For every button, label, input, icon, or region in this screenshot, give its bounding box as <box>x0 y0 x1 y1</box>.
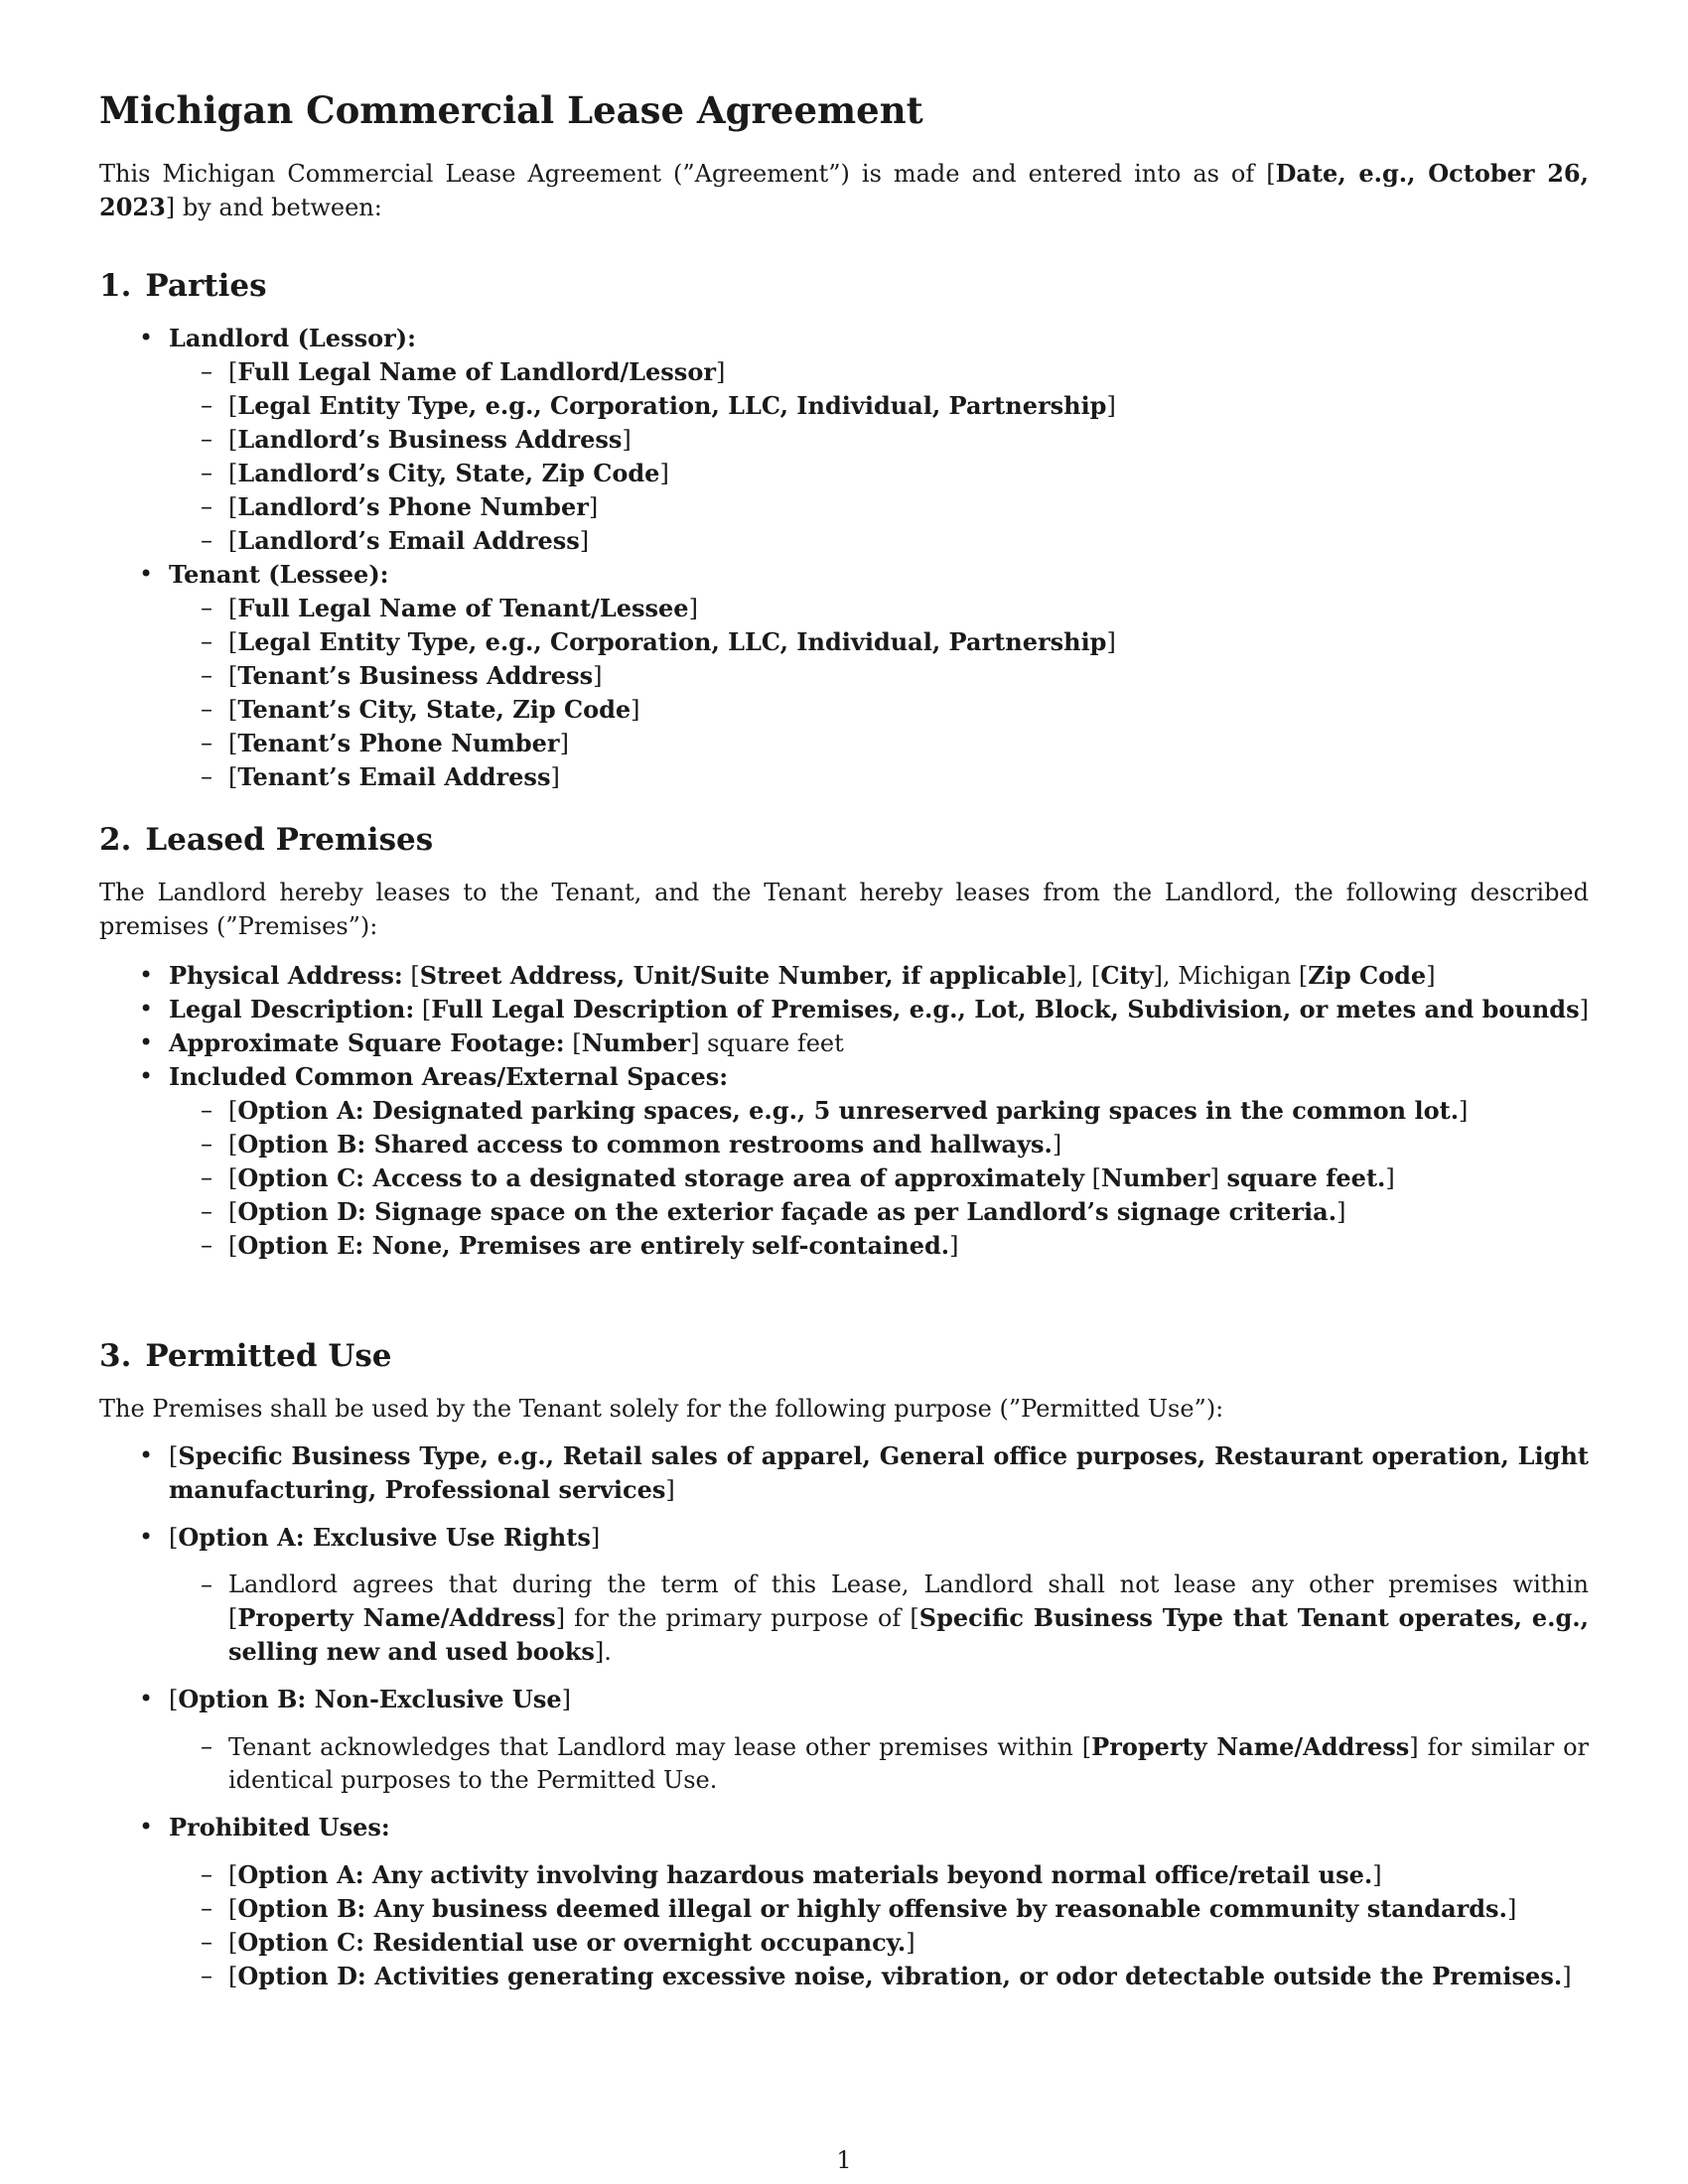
placeholder-text: Landlord’s City, State, Zip Code <box>237 459 660 488</box>
square-footage-item: • Approximate Square Footage: [Number] square feet <box>99 1026 1589 1060</box>
placeholder-text: Option B: Non-Exclusive Use <box>178 1685 562 1714</box>
placeholder-text: Property Name/Address <box>237 1603 556 1633</box>
business-type-item: • [Specific Business Type, e.g., Retail sales of apparel, General office purposes, Restaurant operation, Light manufacturing, Professional services] <box>99 1439 1589 1507</box>
body-text: for similar or identical purposes to the Permitted Use. <box>228 1733 1590 1795</box>
section-permitted-use <box>99 1336 1589 1993</box>
item-label: Approximate Square Footage: <box>169 1028 565 1058</box>
list-item: – [Tenant’s Phone Number] <box>169 727 1589 760</box>
placeholder-text: Specific Business Type that Tenant operates, e.g., selling new and used books <box>228 1603 1589 1667</box>
parties-list <box>99 322 1589 794</box>
section-heading <box>99 1336 1589 1376</box>
placeholder-text: Tenant’s Email Address <box>237 762 551 792</box>
list-item: – [Legal Entity Type, e.g., Corporation, LLC, Individual, Partnership] <box>169 625 1589 659</box>
tenant-details <box>169 592 1589 794</box>
list-item: – [Full Legal Name of Landlord/Lessor] <box>169 355 1589 389</box>
list-item: – Tenant acknowledges that Landlord may lease other premises within [Property Name/Address] for similar or identical purposes to the Permitted Use. <box>169 1730 1589 1797</box>
placeholder-text: Option B: Shared access to common restrooms and hallways. <box>237 1130 1053 1160</box>
placeholder-text: Legal Entity Type, e.g., Corporation, LLC, Individual, Partnership <box>237 391 1107 421</box>
prohibited-uses-list <box>169 1858 1589 1993</box>
list-item: – [Full Legal Name of Tenant/Lessee] <box>169 592 1589 625</box>
tenant-label: Tenant (Lessee): <box>169 560 389 590</box>
list-item: – [Landlord’s Business Address] <box>169 423 1589 457</box>
section-number: 3. <box>99 1338 132 1374</box>
list-item: – Landlord agrees that during the term of this Lease, Landlord shall not lease any other premises within [Property Name/Address] for the primary purpose of [Specific Business Type that Tenant operates, e.g., selling new and used books]. <box>169 1569 1589 1669</box>
placeholder-text: Number <box>581 1028 691 1058</box>
list-item: – [Option B: Shared access to common restrooms and hallways.] <box>169 1128 1589 1161</box>
placeholder-text: Full Legal Name of Tenant/Lessee <box>237 594 689 623</box>
list-item: – [Option D: Activities generating excessive noise, vibration, or odor detectable outside the Premises.] <box>169 1960 1589 1993</box>
list-item: – [Option A: Designated parking spaces, e.g., 5 unreserved parking spaces in the common lot.] <box>169 1094 1589 1128</box>
placeholder-text: Full Legal Name of Landlord/Lessor <box>237 357 716 387</box>
landlord-label: Landlord (Lessor): <box>169 324 416 353</box>
item-label: Prohibited Uses: <box>169 1813 390 1843</box>
state-text: Michigan <box>1178 962 1292 991</box>
placeholder-text: Tenant’s City, State, Zip Code <box>237 695 632 725</box>
item-label: Included Common Areas/External Spaces: <box>169 1062 729 1092</box>
placeholder-text: Property Name/Address <box>1091 1732 1410 1762</box>
intro-paragraph <box>99 157 1589 224</box>
intro-text: This Michigan Commercial Lease Agreement (”Agreement”) is made and entered into as of <box>99 160 1255 189</box>
list-item: – [Option A: Any activity involving hazardous materials beyond normal office/retail use.] <box>169 1858 1589 1892</box>
placeholder-text: Option C: Access to a designated storage area of approximately <box>237 1163 1085 1193</box>
list-item: – [Option D: Signage space on the exterior façade as per Landlord’s signage criteria.] <box>169 1195 1589 1229</box>
option-a-item: • [Option A: Exclusive Use Rights] – Landlord agrees that during the term of this Lease, Landlord shall not lease any other premises within [Property Name/Address] for the primary purpose of [Specific Business Type that Tenant operates, e.g., selling new and used books]. <box>99 1521 1589 1669</box>
prohibited-uses-item <box>99 1811 1589 1993</box>
placeholder-text: Full Legal Description of Premises, e.g., Lot, Block, Subdivision, or metes and bounds <box>431 995 1580 1024</box>
placeholder-text: City <box>1100 961 1154 991</box>
placeholder-text: Landlord’s Business Address <box>237 425 623 455</box>
placeholder-text: Specific Business Type, e.g., Retail sales of apparel, General office purposes, Restaurant operation, Light manufacturing, Professional services <box>169 1441 1589 1505</box>
section-number: 1. <box>99 268 132 304</box>
section-intro: The Premises shall be used by the Tenant solely for the following purpose (”Permitted Use”): <box>99 1395 1224 1424</box>
page-number: 1 <box>836 2146 852 2174</box>
placeholder-text: Landlord’s Phone Number <box>237 492 589 522</box>
list-item: – [Option C: Residential use or overnight occupancy.] <box>169 1926 1589 1960</box>
placeholder-text: Option E: None, Premises are entirely self-contained. <box>237 1231 950 1261</box>
list-item: – [Landlord’s Email Address] <box>169 524 1589 558</box>
list-item: – [Option B: Any business deemed illegal or highly offensive by reasonable community standards.] <box>169 1892 1589 1926</box>
placeholder-text: Option B: Any business deemed illegal or highly offensive by reasonable community standards. <box>237 1894 1507 1924</box>
option-a-details <box>169 1569 1589 1669</box>
placeholder-text: Zip Code <box>1308 961 1427 991</box>
body-text: Tenant acknowledges that Landlord may lease other premises within <box>228 1733 1073 1762</box>
placeholder-text: Option D: Activities generating excessive noise, vibration, or odor detectable outside the Premises. <box>237 1962 1563 1991</box>
section-heading <box>99 820 1589 860</box>
placeholder-text: Option A: Any activity involving hazardous materials beyond normal office/retail use. <box>237 1860 1373 1890</box>
list-item: – [Tenant’s Business Address] <box>169 659 1589 693</box>
landlord-details <box>169 355 1589 558</box>
section-parties <box>99 266 1589 794</box>
section-intro: The Landlord hereby leases to the Tenant, and the Tenant hereby leases from the Landlord, the following described premises (”Premises”): <box>99 879 1589 941</box>
common-areas-options <box>169 1094 1589 1263</box>
document-page <box>99 87 1590 1991</box>
legal-description-item: • Legal Description: [Full Legal Description of Premises, e.g., Lot, Block, Subdivision, or metes and bounds] <box>99 993 1589 1026</box>
body-text: for the primary purpose of <box>574 1604 902 1633</box>
landlord-item <box>99 322 1589 558</box>
section-number: 2. <box>99 822 132 858</box>
list-item: – [Tenant’s City, State, Zip Code] <box>169 693 1589 727</box>
date-placeholder: Date, e.g., October 26, 2023 <box>99 159 1589 222</box>
placeholder-text: Option A: Exclusive Use Rights <box>178 1523 591 1553</box>
placeholder-text: Option A: Designated parking spaces, e.g., 5 unreserved parking spaces in the common lot. <box>237 1096 1460 1126</box>
list-item: – [Option E: None, Premises are entirely self-contained.] <box>169 1229 1589 1263</box>
list-item: – [Landlord’s City, State, Zip Code] <box>169 457 1589 490</box>
body-text: Landlord agrees that during the term of this Lease, Landlord shall not lease any other premises within <box>228 1570 1589 1599</box>
tenant-item <box>99 558 1589 794</box>
placeholder-text: Option D: Signage space on the exterior façade as per Landlord’s signage criteria. <box>237 1197 1337 1227</box>
item-label: Physical Address: <box>169 961 403 991</box>
section-title: Leased Premises <box>145 822 434 858</box>
option-b-item: • [Option B: Non-Exclusive Use] – Tenant acknowledges that Landlord may lease other premises within [Property Name/Address] for similar or identical purposes to the Permitted Use. <box>99 1683 1589 1797</box>
placeholder-text: Option C: Residential use or overnight occupancy. <box>237 1928 907 1958</box>
section-heading <box>99 266 1589 306</box>
section-title: Permitted Use <box>145 1338 392 1374</box>
section-title: Parties <box>145 268 267 304</box>
item-label: Legal Description: <box>169 995 415 1024</box>
placeholder-text: square feet. <box>1226 1163 1386 1193</box>
list-item: – [Landlord’s Phone Number] <box>169 490 1589 524</box>
physical-address-item: • Physical Address: [Street Address, Unit/Suite Number, if applicable], [City], Michigan [Zip Code] <box>99 959 1589 993</box>
section-leased-premises <box>99 820 1589 1263</box>
permitted-use-list <box>99 1439 1589 1993</box>
bracket-open: [ <box>1266 160 1276 189</box>
bracket-close: ] <box>165 194 176 222</box>
premises-list <box>99 959 1589 1263</box>
list-item: – [Legal Entity Type, e.g., Corporation, LLC, Individual, Partnership] <box>169 389 1589 423</box>
placeholder-text: Street Address, Unit/Suite Number, if applicable <box>419 961 1067 991</box>
list-item: – [Option C: Access to a designated storage area of approximately [Number] square feet.] <box>169 1161 1589 1195</box>
common-areas-item <box>99 1060 1589 1263</box>
intro-text-after: by and between: <box>182 194 382 222</box>
list-item: – [Tenant’s Email Address] <box>169 760 1589 794</box>
placeholder-text: Number <box>1101 1163 1210 1193</box>
placeholder-text: Tenant’s Business Address <box>237 661 594 691</box>
document-title: Michigan Commercial Lease Agreement <box>99 88 923 132</box>
placeholder-text: Landlord’s Email Address <box>237 526 580 556</box>
placeholder-text: Tenant’s Phone Number <box>237 729 560 758</box>
unit-text: square feet <box>707 1029 844 1058</box>
placeholder-text: Legal Entity Type, e.g., Corporation, LLC, Individual, Partnership <box>237 627 1107 657</box>
option-b-details <box>169 1730 1589 1797</box>
